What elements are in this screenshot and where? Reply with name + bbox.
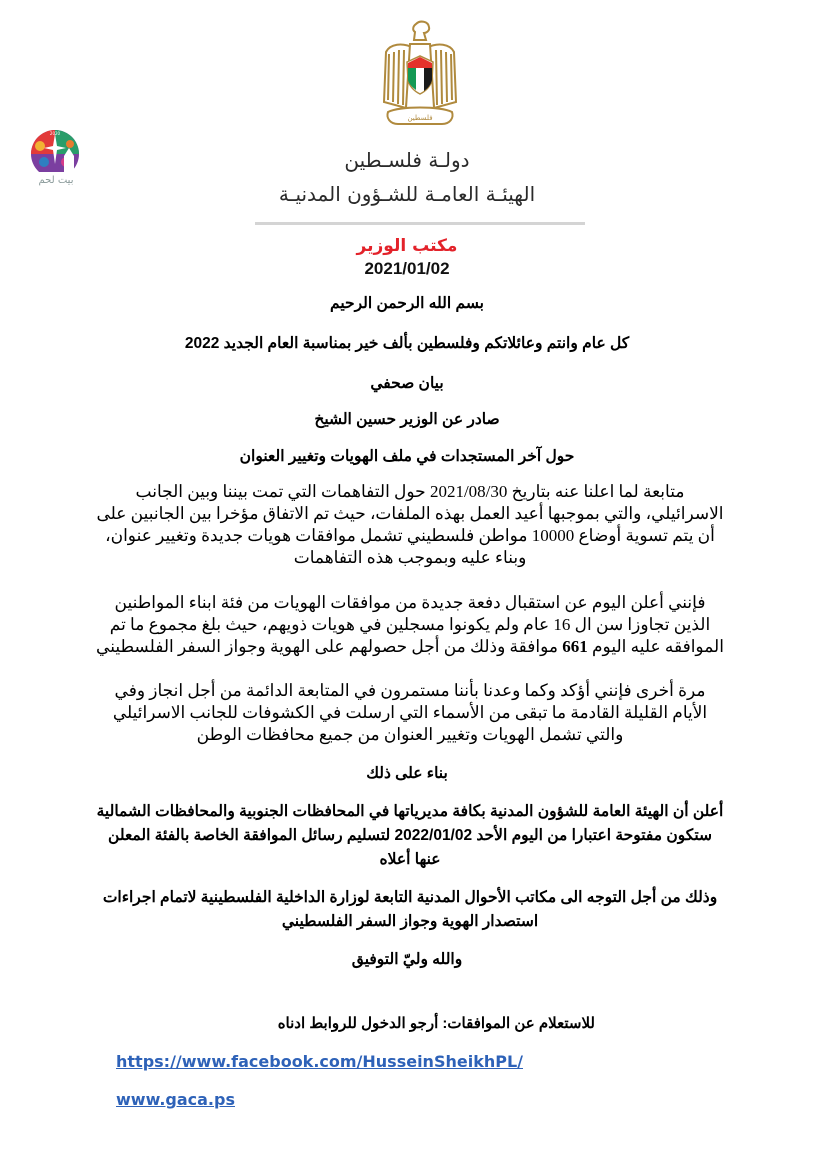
statement-type: بيان صحفي <box>370 375 444 392</box>
authority-name: الهيئـة العامـة للشـؤون المدنيـة <box>278 182 536 206</box>
facebook-link[interactable]: https://www.facebook.com/HusseinSheikhPL/ <box>116 1052 523 1071</box>
gaca-website-link[interactable]: www.gaca.ps <box>116 1090 235 1109</box>
paragraph-new-batch <box>95 592 725 658</box>
office-title: مكتب الوزير <box>356 236 458 256</box>
paragraph-follow-up: مرة أخرى فإنني أؤكد وكما وعدنا بأننا مستمرون في المتابعة الدائمة من أجل انجاز وفي الأيام القليلة القادمة ما تبقى من الأسماء التي ارسلت في الكشوفات للجانب الاسرائيلي والتي تشمل الهويات وتغيير العنوان من جميع محافظات الوطن <box>112 681 708 744</box>
paragraph-understandings: متابعة لما اعلنا عنه بتاريخ 2021/08/30 حول التفاهمات التي تمت بيننا وبين الجانب الاسرائيلي، والتي بموجبها أعيد العمل بهذه الملفات، حيث تم الاتفاق مؤخرا بين الجانبين على أن يتم تسوية أوضاع 10000 مواطن فلسطيني تشمل موافقات هويات جديدة وتغيير عنوان، وبناء عليه وبموجب هذه التفاهمات <box>96 482 724 567</box>
paragraph-new-batch-end: موافقة وذلك من أجل حصولهم على الهوية وجواز السفر الفلسطيني <box>96 637 559 656</box>
based-on-heading: بناء على ذلك <box>366 765 448 782</box>
seal-year: 2020 <box>49 131 61 136</box>
document-date: 2021/01/02 <box>364 259 450 278</box>
basmala: بسم الله الرحمن الرحيم <box>330 295 484 312</box>
statement-issuer: صادر عن الوزير حسين الشيخ <box>314 411 500 428</box>
inquiry-label: للاستعلام عن الموافقات: أرجو الدخول للروابط ادناه <box>277 1015 595 1032</box>
emblem-label: فلسطين <box>407 114 433 122</box>
paragraph-new-batch-start: فإنني أعلن اليوم عن استقبال دفعة جديدة من موافقات الهويات من فئة ابناء المواطنين الذين تجاوزا سن ال 16 عام ولم يكونوا مسجلين في هويات ذويهم، حيث بلغ مجموع ما تم الموافقه عليه اليوم <box>109 593 724 656</box>
directive-paragraph: وذلك من أجل التوجه الى مكاتب الأحوال المدنية التابعة لوزارة الداخلية الفلسطينية لاتمام اجراءات استصدار الهوية وجواز السفر الفلسطيني <box>102 889 718 930</box>
state-name: دولـة فلسـطين <box>344 148 470 172</box>
approvals-count: 661 <box>562 637 588 656</box>
palestine-emblem-logo <box>380 18 460 130</box>
header-divider <box>255 222 585 225</box>
new-year-greeting: كل عام وانتم وعائلاتكم وفلسطين بألف خير بمناسبة العام الجديد 2022 <box>184 335 630 352</box>
seal-caption: بيت لحم <box>38 175 74 186</box>
statement-subject: حول آخر المستجدات في ملف الهويات وتغيير العنوان <box>239 448 575 465</box>
announcement-paragraph: أعلن أن الهيئة العامة للشؤون المدنية بكافة مديرياتها في المحافظات الجنوبية والمحافظات الشمالية ستكون مفتوحة اعتبارا من اليوم الأحد 2022/01/02 لتسليم رسائل الموافقة الخاصة بالفئة المعلن عنها أعلاه <box>96 803 724 868</box>
closing-phrase: والله وليّ التوفيق <box>351 951 463 968</box>
